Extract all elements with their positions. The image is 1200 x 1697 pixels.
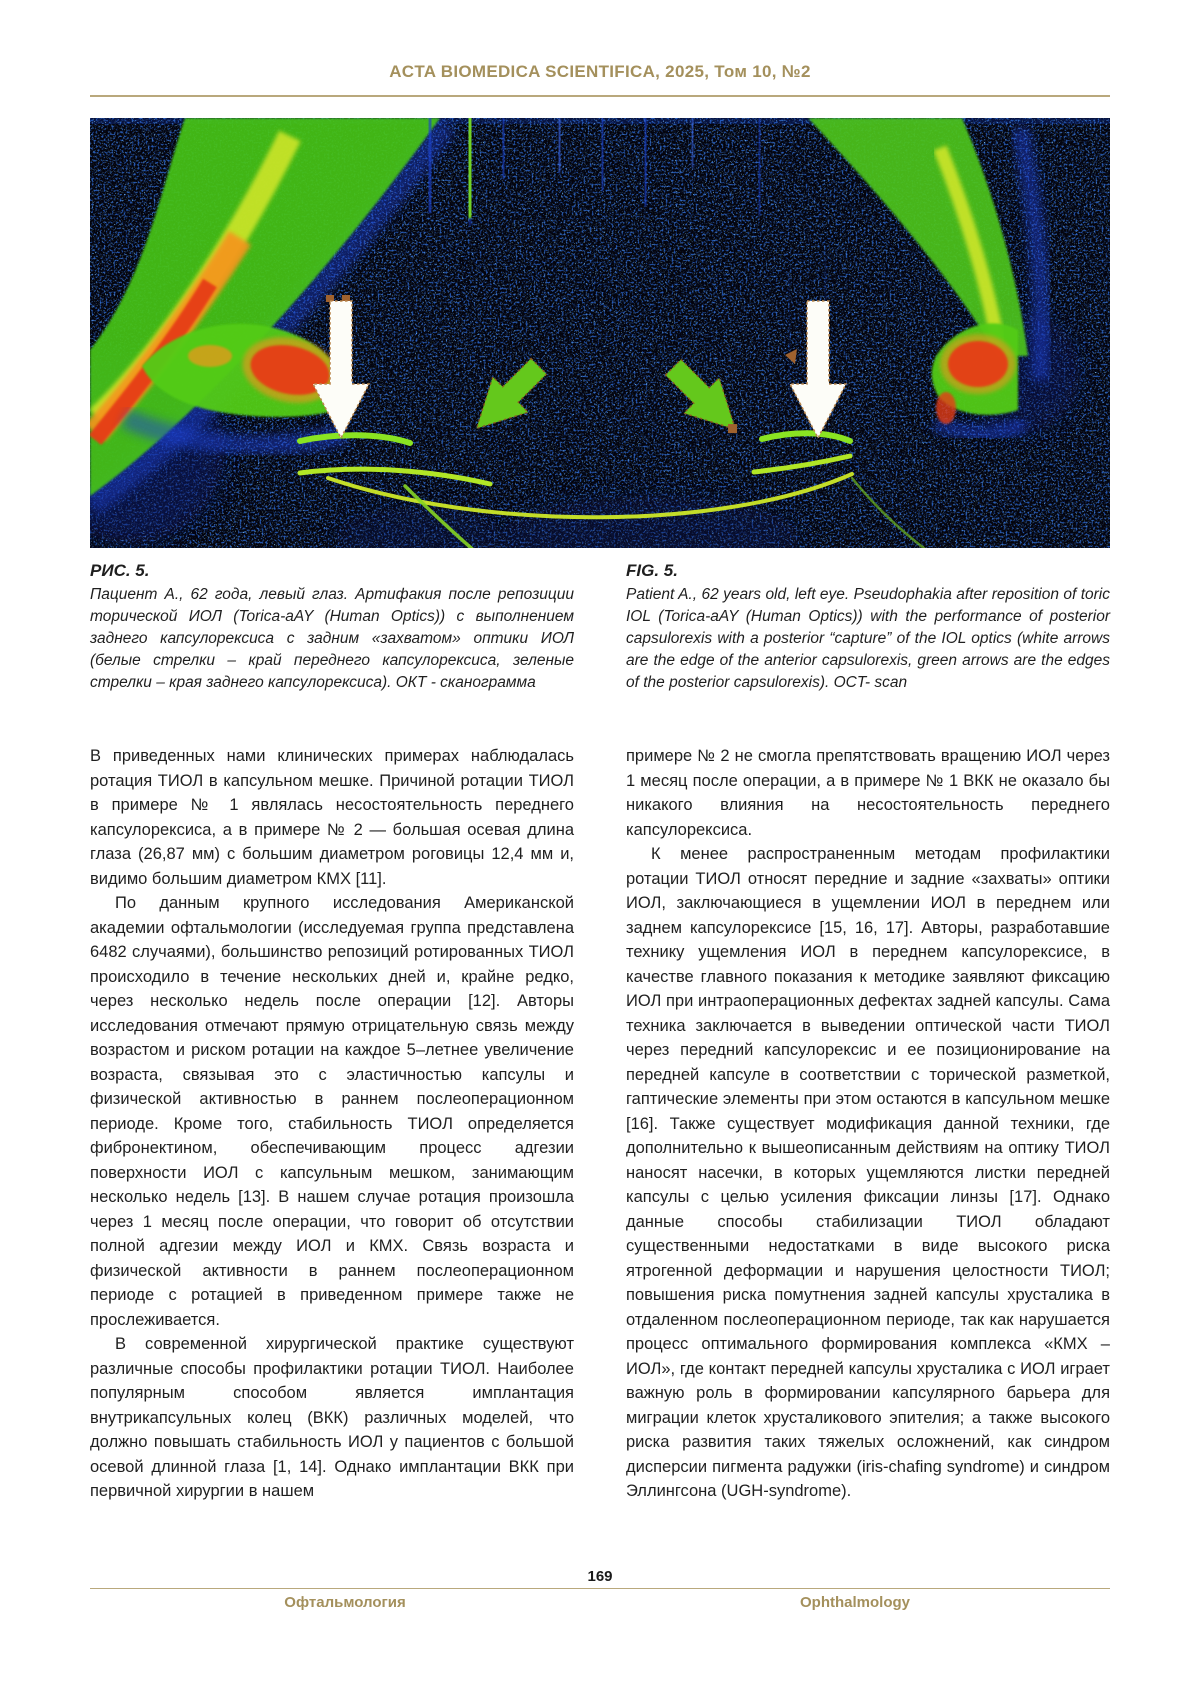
left-column (90, 744, 574, 1504)
header-rule (90, 95, 1110, 97)
section-label-ru: Офтальмология (284, 1594, 406, 1611)
figure-captions (90, 561, 1110, 694)
figure-caption-en-text: Patient A., 62 years old, left eye. Pseudophakia after reposition of toric IOL (Torica-aAY (Human Optics)) with the performance of posterior capsulorexis with a posterior “capture” of the IOL optics (white arrows are the edge of the anterior capsulorexis, green arrows are the edges of the posterior capsulorexis). OCT- scan (626, 586, 1110, 691)
body-paragraph: В приведенных нами клинических примерах наблюдалась ротация ТИОЛ в капсульном мешке. Причиной ротации ТИОЛ в примере № 1 являлась несостоятельность переднего капсулорексиса, а в примере № 2 — большая осевая длина глаза (26,87 мм) с большим диаметром роговицы 12,4 мм и, видимо большим диаметром КМХ [11]. (90, 747, 574, 888)
right-column (626, 744, 1110, 1504)
body-paragraph: В современной хирургической практике существуют различные способы профилактики ротации ТИОЛ. Наиболее популярным способом является имплантация внутрикапсульных колец (ВКК) различных моделей, что должно повышать стабильность ИОЛ у пациентов с большой осевой длинной глаза [1, 14]. Однако имплантации ВКК при первичной хирургии в нашем (90, 1335, 574, 1500)
oct-scan-figure (90, 118, 1110, 548)
caption-en (626, 561, 1110, 694)
page-number: 169 (587, 1568, 613, 1585)
body-paragraph: примере № 2 не смогла препятствовать вращению ИОЛ через 1 месяц после операции, а в примере № 1 ВКК не оказало бы никакого влияния на несостоятельность переднего капсулорексиса. (626, 747, 1110, 839)
figure-caption-ru-text: Пациент А., 62 года, левый глаз. Артифакия после репозиции торической ИОЛ (Torica-aAY (Human Optics)) с выполнением заднего капсулорексиса с задним «захватом» оптики ИОЛ (белые стрелки – край переднего капсулорексиса, зеленые стрелки – края заднего капсулорексиса). ОКТ - сканограмма (90, 586, 574, 691)
journal-title: ACTA BIOMEDICA SCIENTIFICA, 2025, Том 10, №2 (389, 62, 811, 81)
body-paragraph: По данным крупного исследования Американской академии офтальмологии (исследуемая группа представлена 6482 случаями), большинство репозиций ротированных ТИОЛ происходило в течение нескольких дней и, крайне редко, через несколько недель после операции [12]. Авторы исследования отмечают прямую отрицательную связь между возрастом и риском ротации на каждое 5–летнее увеличение возраста, связывая это с эластичностью капсулы и физической активностью в раннем послеоперационном периоде. Кроме того, стабильность ТИОЛ определяется фибронектином, обеспечивающим процесс адгезии поверхности ИОЛ с капсульным мешком, занимающим несколько недель [13]. В нашем случае ротация произошла через 1 месяц после операции, что говорит об отсутствии полной адгезии между ИОЛ и КМХ. Связь возраста и физической активности в раннем послеоперационном периоде с ротацией в приведенном примере также не прослеживается. (90, 894, 574, 1329)
body-text (90, 744, 1110, 1504)
figure-label-ru: РИС. 5. (90, 561, 150, 580)
oct-scan-image (90, 118, 1110, 548)
page-footer (90, 1568, 1110, 1611)
footer-sections (90, 1594, 1110, 1611)
body-paragraph: К менее распространенным методам профилактики ротации ТИОЛ относят передние и задние «захваты» оптики ИОЛ, заключающиеся в ущемлении ИОЛ в переднем или заднем капсулорексисе [15, 16, 17]. Авторы, разработавшие технику ущемления ИОЛ в переднем капсулорексисе, в качестве главного показания к методике заявляют фиксацию ИОЛ при интраоперационных дефектах задней капсулы. Сама техника заключается в выведении оптической части ТИОЛ через передний капсулорексис и ее позиционирование на передней капсуле в соответствии с торической разметкой, гаптические элементы при этом остаются в капсульном мешке [16]. Также существует модификация данной техники, где дополнительно к вышеописанным действиям на оптику ТИОЛ наносят насечки, в которых ущемляются листки передней капсулы с целью усиления фиксации линзы [17]. Однако данные способы стабилизации ТИОЛ обладают существенными недостатками в виде высокого риска ятрогенной деформации и нарушения целостности ТИОЛ; повышения риска помутнения задней капсулы хрусталика в отдаленном послеоперационном периоде, так как нарушается процесс оптимального формирования комплекса «КМХ – ИОЛ», где контакт передней капсулы хрусталика с ИОЛ играет важную роль в формировании капсулярного барьера для миграции клеток хрусталикового эпителия; а также высокого риска развития таких тяжелых осложнений, как синдром дисперсии пигмента радужки (iris-chafing syndrome) и синдром Эллингсона (UGH-syndrome). (626, 845, 1110, 1500)
figure-label-en: FIG. 5. (626, 561, 678, 580)
footer-rule (90, 1588, 1110, 1589)
caption-ru (90, 561, 574, 694)
section-label-en: Ophthalmology (800, 1594, 910, 1611)
page-header (90, 0, 1110, 97)
